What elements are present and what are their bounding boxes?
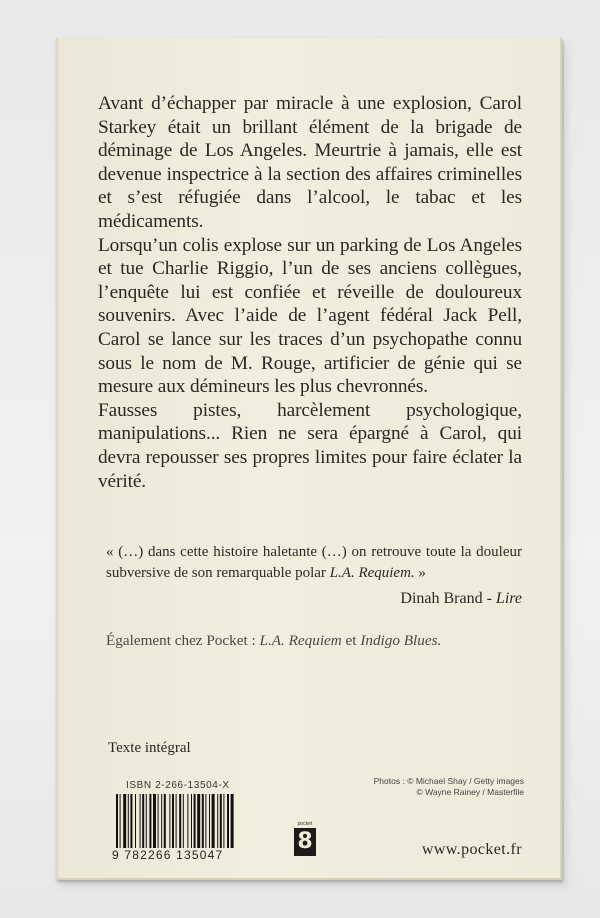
blurb-paragraph-1: Avant d’échapper par miracle à une explosion, Carol Starkey était un brillant élément de la brigade de déminage de Los Angeles. Meurtrie à jamais, elle est devenue inspectrice à la section des affaires criminelles et s’est réfugiée dans l’alcool, le tabac et les médicaments.	[98, 93, 522, 232]
publisher-logo: 8	[294, 828, 316, 856]
blurb-paragraph-2: Lorsqu’un colis explose sur un parking de Los Angeles et tue Charlie Riggio, l’un de ses anciens collègues, l’enquête lui est confiée et réveille de douloureux souvenirs. Avec l’aide de l’agent fédéral Jack Pell, Carol se lance sur les traces d’un psychopathe connu sous le nom de M. Rouge, artificier de génie qui se mesure aux démineurs les plus chevronnés.	[98, 234, 522, 398]
quote-book-title: L.A. Requiem.	[329, 564, 415, 581]
cover-edge	[56, 38, 60, 878]
texte-integral-label: Texte intégral	[108, 740, 191, 756]
barcode-number: 9 782266 135047	[112, 848, 224, 862]
quote-close: »	[414, 564, 426, 581]
press-quote	[106, 542, 522, 583]
quote-attribution	[300, 590, 522, 608]
also-available	[106, 632, 526, 650]
back-cover-blurb	[98, 92, 522, 493]
photo-credit-line-1: Photos : © Michael Shay / Getty images	[373, 776, 524, 786]
also-book-1: L.A. Requiem	[259, 632, 342, 649]
blurb-paragraph-3: Fausses pistes, harcèlement psychologique, manipulations... Rien ne sera épargné à Carol, qui devra repousser ses propres limites pour faire éclater la vérité.	[98, 399, 522, 492]
also-book-2: Indigo Blues.	[360, 632, 442, 649]
photo-credits	[356, 776, 524, 798]
website-url: www.pocket.fr	[421, 841, 522, 858]
isbn-label: ISBN 2-266-13504-X	[126, 780, 230, 791]
publisher-logo-caption: pocket	[297, 821, 313, 827]
photo-credit-line-2: © Wayne Rainey / Masterfile	[416, 787, 524, 797]
also-and: et	[341, 632, 361, 649]
also-prefix: Également chez Pocket :	[106, 632, 260, 649]
quote-author: Dinah Brand	[400, 590, 483, 607]
quote-source: Lire	[495, 590, 522, 607]
barcode	[114, 794, 260, 848]
attribution-separator: -	[482, 590, 496, 607]
quote-text: « (…) dans cette histoire haletante (…) on retrouve toute la douleur subversive de son remarquable polar	[106, 544, 522, 581]
